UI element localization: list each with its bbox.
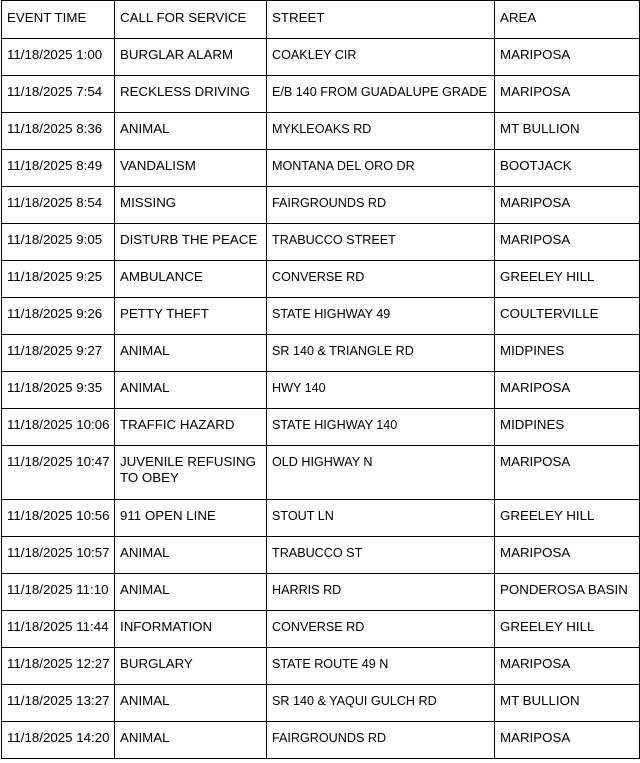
street-cell: STOUT LN — [267, 500, 495, 537]
area-cell: GREELEY HILL — [495, 261, 640, 298]
table-row — [2, 685, 640, 722]
table-row — [2, 113, 640, 150]
area-cell: GREELEY HILL — [495, 611, 640, 648]
event-time-cell: 11/18/2025 9:35 — [2, 372, 115, 409]
call-for-service-cell: ANIMAL — [115, 113, 267, 150]
call-for-service-cell: BURGLAR ALARM — [115, 39, 267, 76]
call-for-service-cell: RECKLESS DRIVING — [115, 76, 267, 113]
table-row — [2, 409, 640, 446]
area-cell: MARIPOSA — [495, 648, 640, 685]
call-for-service-cell: ANIMAL — [115, 685, 267, 722]
street-cell: CONVERSE RD — [267, 611, 495, 648]
call-for-service-cell: 911 OPEN LINE — [115, 500, 267, 537]
call-log-table — [1, 0, 640, 759]
street-cell: STATE HIGHWAY 49 — [267, 298, 495, 335]
event-time-cell: 11/18/2025 9:27 — [2, 335, 115, 372]
table-row — [2, 537, 640, 574]
table-row — [2, 187, 640, 224]
area-cell: MARIPOSA — [495, 372, 640, 409]
header-street: STREET — [267, 1, 495, 39]
area-cell: MARIPOSA — [495, 187, 640, 224]
area-cell: MARIPOSA — [495, 722, 640, 759]
header-event-time: EVENT TIME — [2, 1, 115, 39]
street-cell: E/B 140 FROM GUADALUPE GRADE — [267, 76, 495, 113]
street-cell: OLD HIGHWAY N — [267, 446, 495, 500]
table-row — [2, 446, 640, 500]
call-for-service-cell: ANIMAL — [115, 372, 267, 409]
call-for-service-cell: JUVENILE REFUSING TO OBEY — [115, 446, 267, 500]
area-cell: MT BULLION — [495, 685, 640, 722]
event-time-cell: 11/18/2025 10:57 — [2, 537, 115, 574]
call-for-service-cell: VANDALISM — [115, 150, 267, 187]
street-cell: TRABUCCO STREET — [267, 224, 495, 261]
area-cell: COULTERVILLE — [495, 298, 640, 335]
table-row — [2, 224, 640, 261]
table-row — [2, 648, 640, 685]
event-time-cell: 11/18/2025 10:06 — [2, 409, 115, 446]
table-header-row — [2, 1, 640, 39]
street-cell: COAKLEY CIR — [267, 39, 495, 76]
event-time-cell: 11/18/2025 11:44 — [2, 611, 115, 648]
street-cell: STATE HIGHWAY 140 — [267, 409, 495, 446]
event-time-cell: 11/18/2025 9:25 — [2, 261, 115, 298]
area-cell: MARIPOSA — [495, 39, 640, 76]
call-for-service-cell: AMBULANCE — [115, 261, 267, 298]
area-cell: MT BULLION — [495, 113, 640, 150]
table-row — [2, 39, 640, 76]
street-cell: HWY 140 — [267, 372, 495, 409]
street-cell: FAIRGROUNDS RD — [267, 187, 495, 224]
call-for-service-cell: MISSING — [115, 187, 267, 224]
street-cell: FAIRGROUNDS RD — [267, 722, 495, 759]
area-cell: GREELEY HILL — [495, 500, 640, 537]
event-time-cell: 11/18/2025 8:36 — [2, 113, 115, 150]
call-for-service-cell: ANIMAL — [115, 722, 267, 759]
call-for-service-cell: DISTURB THE PEACE — [115, 224, 267, 261]
area-cell: MARIPOSA — [495, 76, 640, 113]
event-time-cell: 11/18/2025 7:54 — [2, 76, 115, 113]
street-cell: SR 140 & TRIANGLE RD — [267, 335, 495, 372]
event-time-cell: 11/18/2025 10:56 — [2, 500, 115, 537]
area-cell: MARIPOSA — [495, 537, 640, 574]
header-call-for-service: CALL FOR SERVICE — [115, 1, 267, 39]
area-cell: BOOTJACK — [495, 150, 640, 187]
table-row — [2, 611, 640, 648]
call-for-service-cell: TRAFFIC HAZARD — [115, 409, 267, 446]
table-row — [2, 722, 640, 759]
event-time-cell: 11/18/2025 14:20 — [2, 722, 115, 759]
event-time-cell: 11/18/2025 8:54 — [2, 187, 115, 224]
event-time-cell: 11/18/2025 9:26 — [2, 298, 115, 335]
street-cell: STATE ROUTE 49 N — [267, 648, 495, 685]
area-cell: MIDPINES — [495, 335, 640, 372]
area-cell: MIDPINES — [495, 409, 640, 446]
area-cell: PONDEROSA BASIN — [495, 574, 640, 611]
street-cell: HARRIS RD — [267, 574, 495, 611]
street-cell: TRABUCCO ST — [267, 537, 495, 574]
table-row — [2, 335, 640, 372]
area-cell: MARIPOSA — [495, 224, 640, 261]
table-row — [2, 372, 640, 409]
call-for-service-cell: ANIMAL — [115, 537, 267, 574]
event-time-cell: 11/18/2025 11:10 — [2, 574, 115, 611]
event-time-cell: 11/18/2025 12:27 — [2, 648, 115, 685]
street-cell: MYKLEOAKS RD — [267, 113, 495, 150]
call-for-service-cell: BURGLARY — [115, 648, 267, 685]
call-for-service-cell: INFORMATION — [115, 611, 267, 648]
table-row — [2, 76, 640, 113]
table-row — [2, 298, 640, 335]
header-area: AREA — [495, 1, 640, 39]
event-time-cell: 11/18/2025 13:27 — [2, 685, 115, 722]
street-cell: CONVERSE RD — [267, 261, 495, 298]
table-body — [2, 39, 640, 759]
table-row — [2, 500, 640, 537]
street-cell: SR 140 & YAQUI GULCH RD — [267, 685, 495, 722]
event-time-cell: 11/18/2025 10:47 — [2, 446, 115, 500]
table-row — [2, 150, 640, 187]
event-time-cell: 11/18/2025 8:49 — [2, 150, 115, 187]
table-row — [2, 574, 640, 611]
call-for-service-cell: PETTY THEFT — [115, 298, 267, 335]
call-for-service-cell: ANIMAL — [115, 335, 267, 372]
call-for-service-cell: ANIMAL — [115, 574, 267, 611]
area-cell: MARIPOSA — [495, 446, 640, 500]
event-time-cell: 11/18/2025 1:00 — [2, 39, 115, 76]
event-time-cell: 11/18/2025 9:05 — [2, 224, 115, 261]
table-row — [2, 261, 640, 298]
street-cell: MONTANA DEL ORO DR — [267, 150, 495, 187]
